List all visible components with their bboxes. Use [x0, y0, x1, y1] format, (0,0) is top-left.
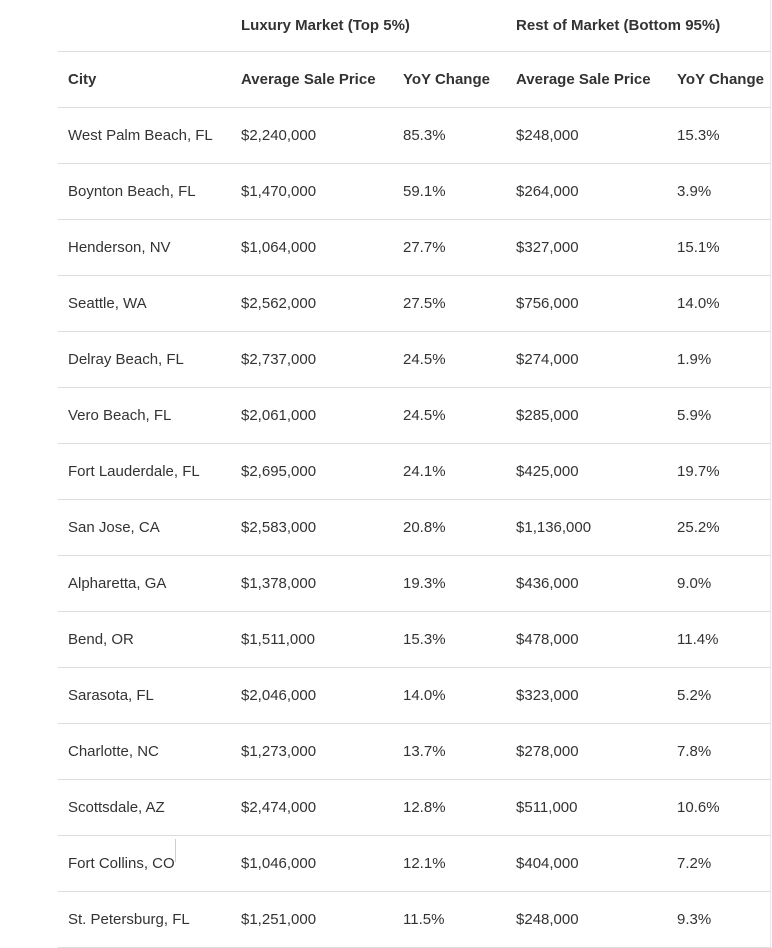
rest-avg-sale-price-cell: $756,000: [506, 276, 667, 332]
text-cursor: [175, 839, 176, 862]
luxury-yoy-change-cell: 19.3%: [393, 556, 506, 612]
city-cell: Bend, OR: [58, 612, 231, 668]
rest-avg-sale-price-cell: $1,136,000: [506, 500, 667, 556]
luxury-yoy-change-cell: 20.8%: [393, 500, 506, 556]
rest-yoy-change-cell: 11.4%: [667, 612, 770, 668]
rest-avg-sale-price-cell: $425,000: [506, 444, 667, 500]
luxury-yoy-change-cell: 24.1%: [393, 444, 506, 500]
luxury-yoy-change-cell: 27.7%: [393, 220, 506, 276]
group-header-rest-of-market: Rest of Market (Bottom 95%): [506, 0, 770, 52]
rest-yoy-change-cell: 15.3%: [667, 108, 770, 164]
rest-yoy-change-cell: 15.1%: [667, 220, 770, 276]
city-cell: Vero Beach, FL: [58, 388, 231, 444]
table-row: [58, 220, 770, 276]
rest-yoy-change-cell: 7.2%: [667, 836, 770, 892]
rest-avg-sale-price-cell: $248,000: [506, 108, 667, 164]
luxury-yoy-change-cell: 85.3%: [393, 108, 506, 164]
table-row: [58, 612, 770, 668]
rest-avg-sale-price-cell: $511,000: [506, 780, 667, 836]
rest-avg-sale-price-cell: $327,000: [506, 220, 667, 276]
city-cell: St. Petersburg, FL: [58, 892, 231, 948]
group-header-spacer: [58, 0, 231, 52]
column-header-rest-yoy-change: YoY Change: [667, 52, 770, 108]
table-row: [58, 780, 770, 836]
table-body: [58, 108, 770, 948]
luxury-avg-sale-price-cell: $2,583,000: [231, 500, 393, 556]
rest-yoy-change-cell: 5.9%: [667, 388, 770, 444]
table-row: [58, 388, 770, 444]
luxury-yoy-change-cell: 13.7%: [393, 724, 506, 780]
rest-avg-sale-price-cell: $404,000: [506, 836, 667, 892]
group-header-row: [58, 0, 770, 52]
table-row: [58, 724, 770, 780]
table-row: [58, 108, 770, 164]
rest-yoy-change-cell: 19.7%: [667, 444, 770, 500]
table-row: [58, 556, 770, 612]
luxury-yoy-change-cell: 14.0%: [393, 668, 506, 724]
column-header-row: [58, 52, 770, 108]
rest-yoy-change-cell: 1.9%: [667, 332, 770, 388]
table-row: [58, 444, 770, 500]
luxury-yoy-change-cell: 12.1%: [393, 836, 506, 892]
luxury-yoy-change-cell: 27.5%: [393, 276, 506, 332]
city-cell: Delray Beach, FL: [58, 332, 231, 388]
luxury-yoy-change-cell: 12.8%: [393, 780, 506, 836]
luxury-avg-sale-price-cell: $2,240,000: [231, 108, 393, 164]
rest-yoy-change-cell: 9.3%: [667, 892, 770, 948]
table-row: [58, 668, 770, 724]
rest-yoy-change-cell: 10.6%: [667, 780, 770, 836]
city-cell: Sarasota, FL: [58, 668, 231, 724]
city-cell: Scottsdale, AZ: [58, 780, 231, 836]
luxury-yoy-change-cell: 59.1%: [393, 164, 506, 220]
luxury-yoy-change-cell: 24.5%: [393, 332, 506, 388]
column-header-luxury-avg-sale-price: Average Sale Price: [231, 52, 393, 108]
table-row: [58, 164, 770, 220]
table-row: [58, 836, 770, 892]
city-cell: West Palm Beach, FL: [58, 108, 231, 164]
rest-avg-sale-price-cell: $323,000: [506, 668, 667, 724]
rest-yoy-change-cell: 5.2%: [667, 668, 770, 724]
rest-avg-sale-price-cell: $274,000: [506, 332, 667, 388]
city-cell: Henderson, NV: [58, 220, 231, 276]
column-header-city: City: [58, 52, 231, 108]
column-header-rest-avg-sale-price: Average Sale Price: [506, 52, 667, 108]
rest-yoy-change-cell: 7.8%: [667, 724, 770, 780]
rest-avg-sale-price-cell: $248,000: [506, 892, 667, 948]
luxury-avg-sale-price-cell: $1,064,000: [231, 220, 393, 276]
rest-avg-sale-price-cell: $278,000: [506, 724, 667, 780]
city-cell: Seattle, WA: [58, 276, 231, 332]
luxury-avg-sale-price-cell: $2,737,000: [231, 332, 393, 388]
market-comparison-table: [58, 0, 771, 948]
luxury-avg-sale-price-cell: $1,046,000: [231, 836, 393, 892]
city-cell: Charlotte, NC: [58, 724, 231, 780]
table-row: [58, 332, 770, 388]
city-cell: Fort Lauderdale, FL: [58, 444, 231, 500]
luxury-avg-sale-price-cell: $1,511,000: [231, 612, 393, 668]
rest-avg-sale-price-cell: $478,000: [506, 612, 667, 668]
city-cell: Fort Collins, CO: [58, 836, 231, 892]
rest-yoy-change-cell: 14.0%: [667, 276, 770, 332]
city-cell: Alpharetta, GA: [58, 556, 231, 612]
luxury-avg-sale-price-cell: $1,273,000: [231, 724, 393, 780]
table-row: [58, 500, 770, 556]
luxury-yoy-change-cell: 15.3%: [393, 612, 506, 668]
luxury-avg-sale-price-cell: $2,695,000: [231, 444, 393, 500]
luxury-avg-sale-price-cell: $1,251,000: [231, 892, 393, 948]
rest-yoy-change-cell: 3.9%: [667, 164, 770, 220]
luxury-avg-sale-price-cell: $2,061,000: [231, 388, 393, 444]
city-cell: Boynton Beach, FL: [58, 164, 231, 220]
rest-avg-sale-price-cell: $264,000: [506, 164, 667, 220]
rest-yoy-change-cell: 25.2%: [667, 500, 770, 556]
luxury-avg-sale-price-cell: $2,474,000: [231, 780, 393, 836]
group-header-luxury-market: Luxury Market (Top 5%): [231, 0, 506, 52]
luxury-avg-sale-price-cell: $1,470,000: [231, 164, 393, 220]
rest-avg-sale-price-cell: $285,000: [506, 388, 667, 444]
city-cell: San Jose, CA: [58, 500, 231, 556]
luxury-avg-sale-price-cell: $2,562,000: [231, 276, 393, 332]
column-header-luxury-yoy-change: YoY Change: [393, 52, 506, 108]
rest-yoy-change-cell: 9.0%: [667, 556, 770, 612]
luxury-avg-sale-price-cell: $1,378,000: [231, 556, 393, 612]
market-comparison-table-container: [58, 0, 770, 948]
table-row: [58, 276, 770, 332]
luxury-yoy-change-cell: 24.5%: [393, 388, 506, 444]
luxury-avg-sale-price-cell: $2,046,000: [231, 668, 393, 724]
luxury-yoy-change-cell: 11.5%: [393, 892, 506, 948]
rest-avg-sale-price-cell: $436,000: [506, 556, 667, 612]
